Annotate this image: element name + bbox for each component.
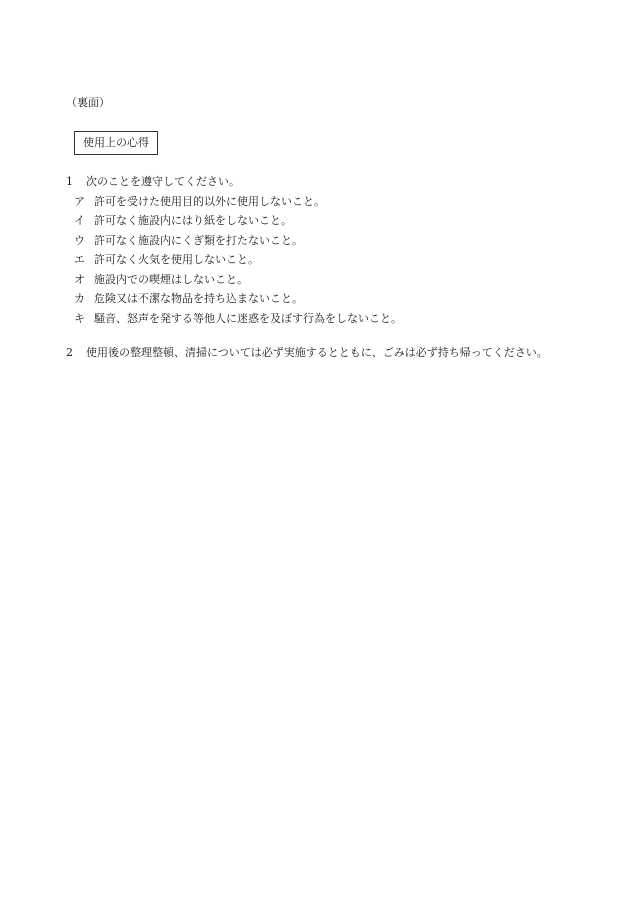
rule-item-e [66, 250, 402, 270]
rule-mark: オ [74, 272, 85, 286]
section-1 [66, 172, 402, 328]
section-2-number: 2 [66, 346, 73, 359]
rule-text: 騒音、怒声を発する等他人に迷惑を及ぼす行為をしないこと。 [94, 311, 402, 325]
section-1-number: 1 [66, 175, 73, 188]
section-2-text: 使用後の整理整頓、清掃については必ず実施するとともに、ごみは必ず持ち帰ってください。 [86, 346, 548, 359]
rule-item-o [66, 270, 402, 290]
rule-text: 許可なく施設内にはり紙をしないこと。 [94, 214, 292, 227]
rule-text: 許可なく火気を使用しないこと。 [94, 253, 259, 266]
section-2 [66, 345, 548, 361]
rule-mark: カ [74, 292, 85, 305]
rule-mark: ウ [74, 233, 85, 247]
document-heading: 使用上の心得 [74, 131, 158, 155]
rule-mark: キ [74, 311, 85, 325]
section-1-head [66, 172, 402, 192]
side-note: （裏面） [66, 96, 110, 109]
rule-mark: エ [74, 253, 85, 266]
rule-mark: ア [74, 194, 85, 208]
rule-item-ka [66, 289, 402, 309]
rule-text: 施設内での喫煙はしないこと。 [94, 272, 248, 286]
rule-item-a [66, 192, 402, 212]
rule-item-i [66, 211, 402, 231]
rule-mark: イ [74, 214, 85, 227]
rule-item-ki [66, 309, 402, 329]
section-1-intro: 次のことを遵守してください。 [86, 175, 240, 188]
rule-text: 許可なく施設内にくぎ類を打たないこと。 [94, 233, 303, 247]
rule-text: 危険又は不潔な物品を持ち込まないこと。 [94, 292, 303, 305]
rule-list [66, 192, 402, 329]
rule-text: 許可を受けた使用目的以外に使用しないこと。 [94, 194, 325, 208]
rule-item-u [66, 231, 402, 251]
